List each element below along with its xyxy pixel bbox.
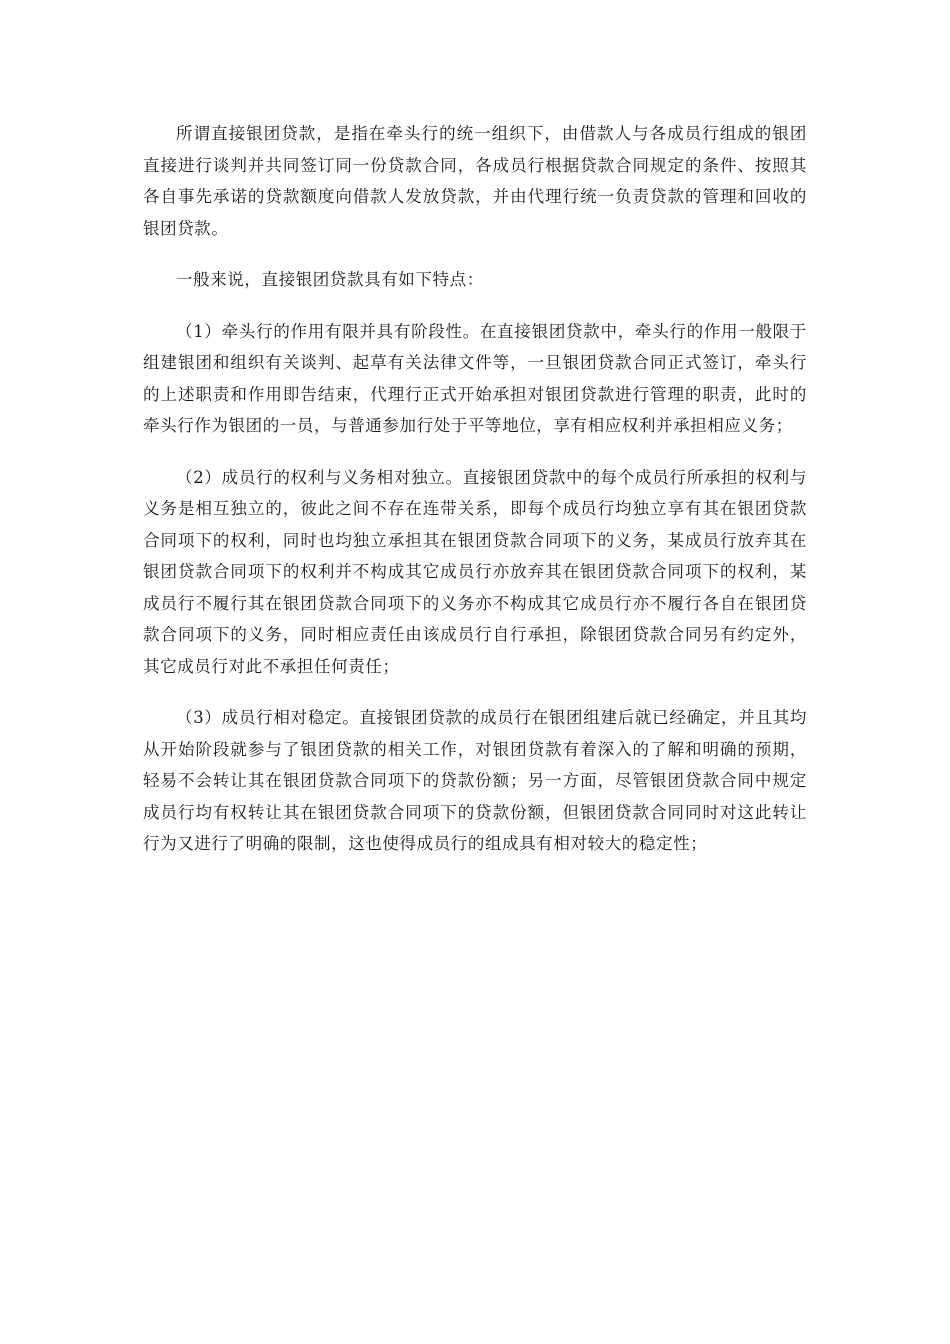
- paragraph-intro: 一般来说，直接银团贷款具有如下特点：: [176, 270, 484, 289]
- paragraph-feature-2: （2）成员行的权利与义务相对独立。直接银团贷款中的每个成员行所承担的权利与义务是相互独立的，彼此之间不存在连带关系，即每个成员行均独立享有其在银团贷款合同项下的权利，同时也均独立承担其在银团贷款合同项下的义务，某成员行放弃其在银团贷款合同项下的权利并不构成其它成员行亦放弃其在银团贷款合同项下的权利，某成员行不履行其在银团贷款合同项下的义务亦不构成其它成员行亦不履行各自在银团贷款合同项下的义务，同时相应责任由该成员行自行承担，除银团贷款合同另有约定外，其它成员行对此不承担任何责任；: [143, 467, 807, 676]
- paragraph-feature-3: （3）成员行相对稳定。直接银团贷款的成员行在银团组建后就已经确定，并且其均从开始阶段就参与了银团贷款的相关工作，对银团贷款有着深入的了解和明确的预期，轻易不会转让其在银团贷款合同项下的贷款份额；另一方面，尽管银团贷款合同中规定成员行均有权转让其在银团贷款合同项下的贷款份额，但银团贷款合同同时对这此转让行为又进行了明确的限制，这也使得成员行的组成具有相对较大的稳定性；: [143, 708, 807, 853]
- paragraph-definition: 所谓直接银团贷款，是指在牵头行的统一组织下，由借款人与各成员行组成的银团直接进行谈判并共同签订同一份贷款合同，各成员行根据贷款合同规定的条件、按照其各自事先承诺的贷款额度向借款人发放贷款，并由代理行统一负责贷款的管理和回收的银团贷款。: [143, 124, 807, 238]
- document-body: [143, 118, 807, 880]
- paragraph-feature-1: （1）牵头行的作用有限并具有阶段性。在直接银团贷款中，牵头行的作用一般限于组建银团和组织有关谈判、起草有关法律文件等，一旦银团贷款合同正式签订，牵头行的上述职责和作用即告结束，代理行正式开始承担对银团贷款进行管理的职责，此时的牵头行作为银团的一员，与普通参加行处于平等地位，享有相应权利并承担相应义务；: [143, 321, 807, 435]
